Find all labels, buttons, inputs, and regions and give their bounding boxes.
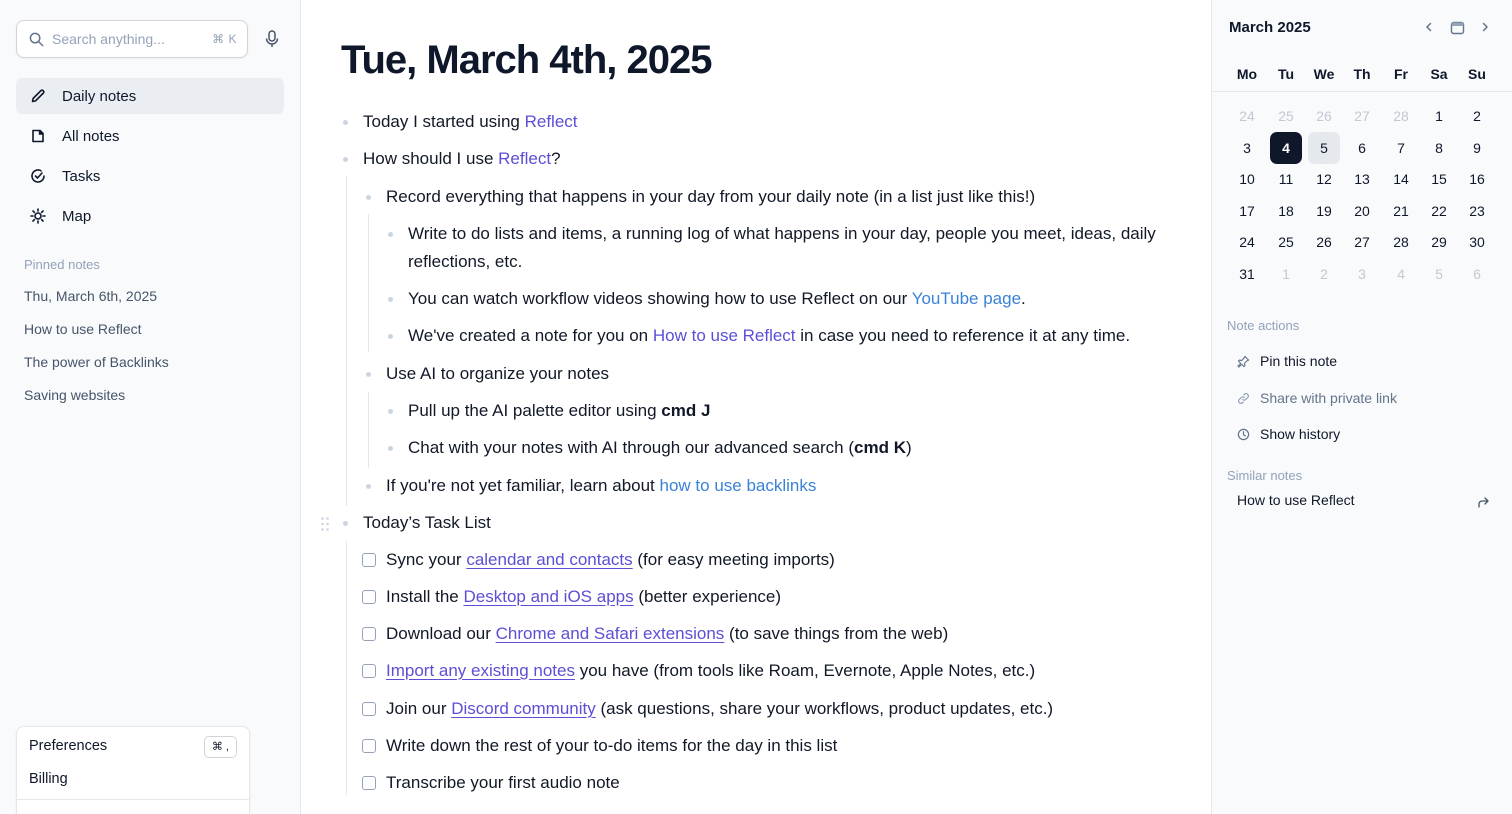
task-item[interactable] — [386, 546, 835, 574]
calendar-day[interactable]: 1 — [1282, 266, 1290, 282]
task-checkbox[interactable] — [362, 702, 376, 716]
microphone-icon[interactable] — [262, 29, 282, 49]
weekday-label: We — [1313, 66, 1335, 82]
calendar-day[interactable]: 13 — [1354, 171, 1370, 187]
list-item[interactable] — [363, 145, 561, 173]
task-item[interactable]: Transcribe your first audio note — [386, 773, 620, 792]
bullet[interactable] — [388, 297, 393, 302]
bullet[interactable] — [366, 372, 371, 377]
indent-guide — [346, 541, 347, 795]
calendar-divider — [1212, 91, 1512, 92]
bullet[interactable] — [343, 521, 348, 526]
task-checkbox[interactable] — [362, 664, 376, 678]
indent-guide — [368, 392, 369, 468]
calendar-day[interactable]: 8 — [1435, 140, 1443, 156]
calendar-day[interactable]: 23 — [1469, 203, 1485, 219]
menu-divider — [17, 799, 249, 800]
action-label: Share with private link — [1260, 390, 1397, 406]
bullet[interactable] — [343, 120, 348, 125]
action-label: Pin this note — [1260, 353, 1338, 369]
calendar-day[interactable]: 27 — [1354, 234, 1370, 250]
pin-icon — [1236, 354, 1250, 368]
calendar-day[interactable]: 6 — [1473, 266, 1481, 282]
calendar-day[interactable]: 1 — [1435, 108, 1443, 124]
pinned-note[interactable]: How to use Reflect — [24, 321, 142, 337]
list-item[interactable]: Record everything that happens in your day from your daily note (in a list just like this!) — [386, 187, 1036, 206]
calendar-day[interactable]: 5 — [1308, 132, 1340, 164]
text: (ask questions, share your workflows, product updates, etc.) — [595, 699, 1054, 718]
calendar-day[interactable]: 25 — [1278, 108, 1294, 124]
task-link[interactable]: Import any existing notes — [386, 661, 575, 680]
backlink[interactable]: Reflect — [498, 149, 552, 168]
nav-label: Daily notes — [62, 87, 137, 105]
calendar-day[interactable]: 10 — [1239, 171, 1255, 187]
calendar-day[interactable]: 4 — [1397, 266, 1405, 282]
bullet[interactable] — [388, 232, 393, 237]
calendar-day[interactable]: 6 — [1358, 140, 1366, 156]
calendar-day[interactable]: 26 — [1316, 234, 1332, 250]
nav-label: All notes — [62, 127, 120, 145]
task-item[interactable]: Write down the rest of your to-do items for the day in this list — [386, 736, 838, 755]
calendar-day[interactable]: 9 — [1473, 140, 1481, 156]
task-checkbox[interactable] — [362, 739, 376, 753]
calendar-day[interactable]: 31 — [1239, 266, 1255, 282]
calendar-day[interactable]: 26 — [1316, 108, 1332, 124]
open-link-arrow-icon[interactable] — [1476, 496, 1490, 510]
weekday-label: Su — [1468, 66, 1486, 82]
list-item[interactable] — [408, 285, 1026, 313]
task-list-header[interactable]: Today’s Task List — [363, 513, 491, 532]
bullet[interactable] — [366, 484, 371, 489]
weekday-label: Sa — [1430, 66, 1448, 82]
text: Sync your — [386, 550, 467, 569]
search-icon — [29, 32, 44, 47]
calendar-day[interactable]: 7 — [1397, 140, 1405, 156]
calendar-day[interactable]: 24 — [1239, 108, 1255, 124]
billing-menu-item[interactable]: Billing — [29, 771, 68, 787]
task-item[interactable] — [386, 583, 781, 611]
search-shortcut: ⌘ K — [212, 32, 237, 46]
nav-all-notes[interactable] — [16, 118, 284, 154]
bullet[interactable] — [366, 195, 371, 200]
nav-label: Tasks — [62, 167, 101, 185]
task-item[interactable] — [386, 620, 948, 648]
text: Today I started using — [363, 112, 525, 131]
calendar-day[interactable]: 3 — [1358, 266, 1366, 282]
note-title[interactable]: Tue, March 4th, 2025 — [341, 38, 712, 82]
text: Chat with your notes with AI through our advanced search ( — [408, 438, 855, 457]
calendar-day[interactable]: 28 — [1393, 108, 1409, 124]
sun-graph-icon — [30, 208, 46, 224]
backlink[interactable]: How to use Reflect — [652, 326, 796, 345]
pinned-note[interactable]: Thu, March 6th, 2025 — [24, 288, 158, 304]
weekday-label: Mo — [1236, 66, 1258, 82]
chevron-left-icon[interactable] — [1420, 18, 1438, 36]
share-private-link-button[interactable] — [1236, 388, 1397, 408]
text: ) — [906, 438, 912, 457]
task-link[interactable]: Discord community — [451, 699, 596, 718]
bullet[interactable] — [388, 334, 393, 339]
text: Download our — [386, 624, 496, 643]
task-item[interactable] — [386, 657, 1035, 685]
nav-map[interactable] — [16, 198, 284, 234]
text: Join our — [386, 699, 452, 718]
task-link[interactable]: calendar and contacts — [466, 550, 633, 569]
text: You can watch workflow videos showing how to use Reflect on our — [408, 289, 912, 308]
note-actions-header: Note actions — [1227, 318, 1300, 333]
task-link[interactable]: Chrome and Safari extensions — [495, 624, 725, 643]
list-item[interactable] — [408, 322, 1130, 350]
calendar-day[interactable]: 12 — [1316, 171, 1332, 187]
text: Pull up the AI palette editor using — [408, 401, 662, 420]
calendar-day[interactable]: 5 — [1435, 266, 1443, 282]
calendar-day[interactable]: 11 — [1278, 171, 1294, 187]
calendar-day[interactable]: 16 — [1469, 171, 1485, 187]
calendar-day[interactable]: 20 — [1354, 203, 1370, 219]
list-item[interactable] — [408, 434, 912, 462]
pencil-icon — [30, 88, 46, 104]
calendar-day[interactable]: 3 — [1243, 140, 1251, 156]
chevron-right-icon[interactable] — [1476, 18, 1494, 36]
nav-daily-notes[interactable] — [16, 78, 284, 114]
right-panel — [1211, 0, 1512, 814]
list-item[interactable] — [408, 397, 710, 425]
calendar-day[interactable]: 22 — [1431, 203, 1447, 219]
task-checkbox[interactable] — [362, 590, 376, 604]
list-item[interactable]: Write to do lists and items, a running log of what happens in your day, people you meet, ideas, daily — [408, 224, 1156, 243]
search-placeholder: Search anything... — [52, 31, 165, 47]
calendar-day[interactable]: 30 — [1469, 234, 1485, 250]
note-icon — [30, 128, 46, 144]
external-link[interactable]: how to use backlinks — [659, 476, 817, 495]
nav-tasks[interactable] — [16, 158, 284, 194]
drag-handle-icon[interactable] — [320, 516, 330, 532]
calendar-day[interactable]: 24 — [1239, 234, 1255, 250]
sidebar-nav — [16, 78, 284, 238]
text: you have (from tools like Roam, Evernote, Apple Notes, etc.) — [574, 661, 1036, 680]
calendar-day-today[interactable]: 4 — [1270, 132, 1302, 164]
external-link[interactable]: YouTube page — [911, 289, 1022, 308]
pinned-notes-list — [24, 287, 169, 419]
shortcut-text: cmd K — [854, 438, 906, 457]
weekday-label: Tu — [1277, 66, 1295, 82]
list-item[interactable]: Use AI to organize your notes — [386, 364, 610, 383]
task-checkbox[interactable] — [362, 776, 376, 790]
show-history-button[interactable] — [1236, 424, 1340, 444]
task-item[interactable] — [386, 695, 1053, 723]
backlink[interactable]: Reflect — [524, 112, 578, 131]
text: (better experience) — [633, 587, 782, 606]
shortcut-text: cmd J — [661, 401, 711, 420]
link-icon — [1236, 391, 1250, 405]
text: . — [1021, 289, 1026, 308]
calendar-day[interactable]: 21 — [1393, 203, 1409, 219]
weekday-label: Fr — [1394, 66, 1408, 82]
calendar-day[interactable]: 25 — [1278, 234, 1294, 250]
calendar-day[interactable]: 14 — [1393, 171, 1409, 187]
text: Install the — [386, 587, 464, 606]
sidebar — [0, 0, 301, 814]
text: (for easy meeting imports) — [632, 550, 835, 569]
calendar-month: March 2025 — [1229, 19, 1311, 36]
clock-icon — [1236, 427, 1250, 441]
calendar-day[interactable]: 2 — [1473, 108, 1481, 124]
nav-label: Map — [62, 207, 92, 225]
preferences-shortcut: ⌘ , — [204, 736, 237, 758]
list-item[interactable] — [363, 108, 578, 136]
calendar-today-icon[interactable] — [1448, 18, 1466, 36]
calendar-day[interactable]: 15 — [1431, 171, 1447, 187]
text: How should I use — [363, 149, 499, 168]
action-label: Show history — [1260, 426, 1341, 442]
note-editor[interactable] — [301, 0, 1211, 814]
text: (to save things from the web) — [724, 624, 949, 643]
preferences-menu-item[interactable]: Preferences — [29, 738, 108, 754]
bullet[interactable] — [388, 409, 393, 414]
calendar-day[interactable]: 27 — [1354, 108, 1370, 124]
pin-note-button[interactable] — [1236, 351, 1337, 371]
check-circle-icon — [30, 168, 46, 184]
text: in case you need to reference it at any time. — [795, 326, 1131, 345]
text: If you're not yet familiar, learn about — [386, 476, 660, 495]
text: ? — [551, 149, 561, 168]
task-link[interactable]: Desktop and iOS apps — [463, 587, 634, 606]
settings-menu — [16, 726, 250, 814]
pinned-note[interactable]: Saving websites — [24, 387, 126, 403]
text: We've created a note for you on — [408, 326, 653, 345]
calendar-day[interactable]: 28 — [1393, 234, 1409, 250]
weekday-label: Th — [1353, 66, 1371, 82]
pinned-notes-header: Pinned notes — [24, 257, 100, 272]
calendar-day[interactable]: 19 — [1316, 203, 1332, 219]
similar-notes-header: Similar notes — [1227, 468, 1303, 483]
task-checkbox[interactable] — [362, 627, 376, 641]
bullet[interactable] — [343, 157, 348, 162]
calendar-day[interactable]: 2 — [1320, 266, 1328, 282]
calendar-day[interactable]: 17 — [1239, 203, 1255, 219]
indent-guide — [368, 214, 369, 352]
indent-guide — [346, 176, 347, 506]
pinned-note[interactable]: The power of Backlinks — [24, 354, 169, 370]
search-input[interactable] — [16, 20, 248, 58]
list-item[interactable] — [386, 472, 816, 500]
bullet[interactable] — [388, 446, 393, 451]
task-checkbox[interactable] — [362, 553, 376, 567]
calendar-day[interactable]: 29 — [1431, 234, 1447, 250]
list-item-continuation[interactable]: reflections, etc. — [408, 252, 523, 271]
calendar-day[interactable]: 18 — [1278, 203, 1294, 219]
similar-note-item[interactable]: How to use Reflect — [1237, 492, 1355, 508]
